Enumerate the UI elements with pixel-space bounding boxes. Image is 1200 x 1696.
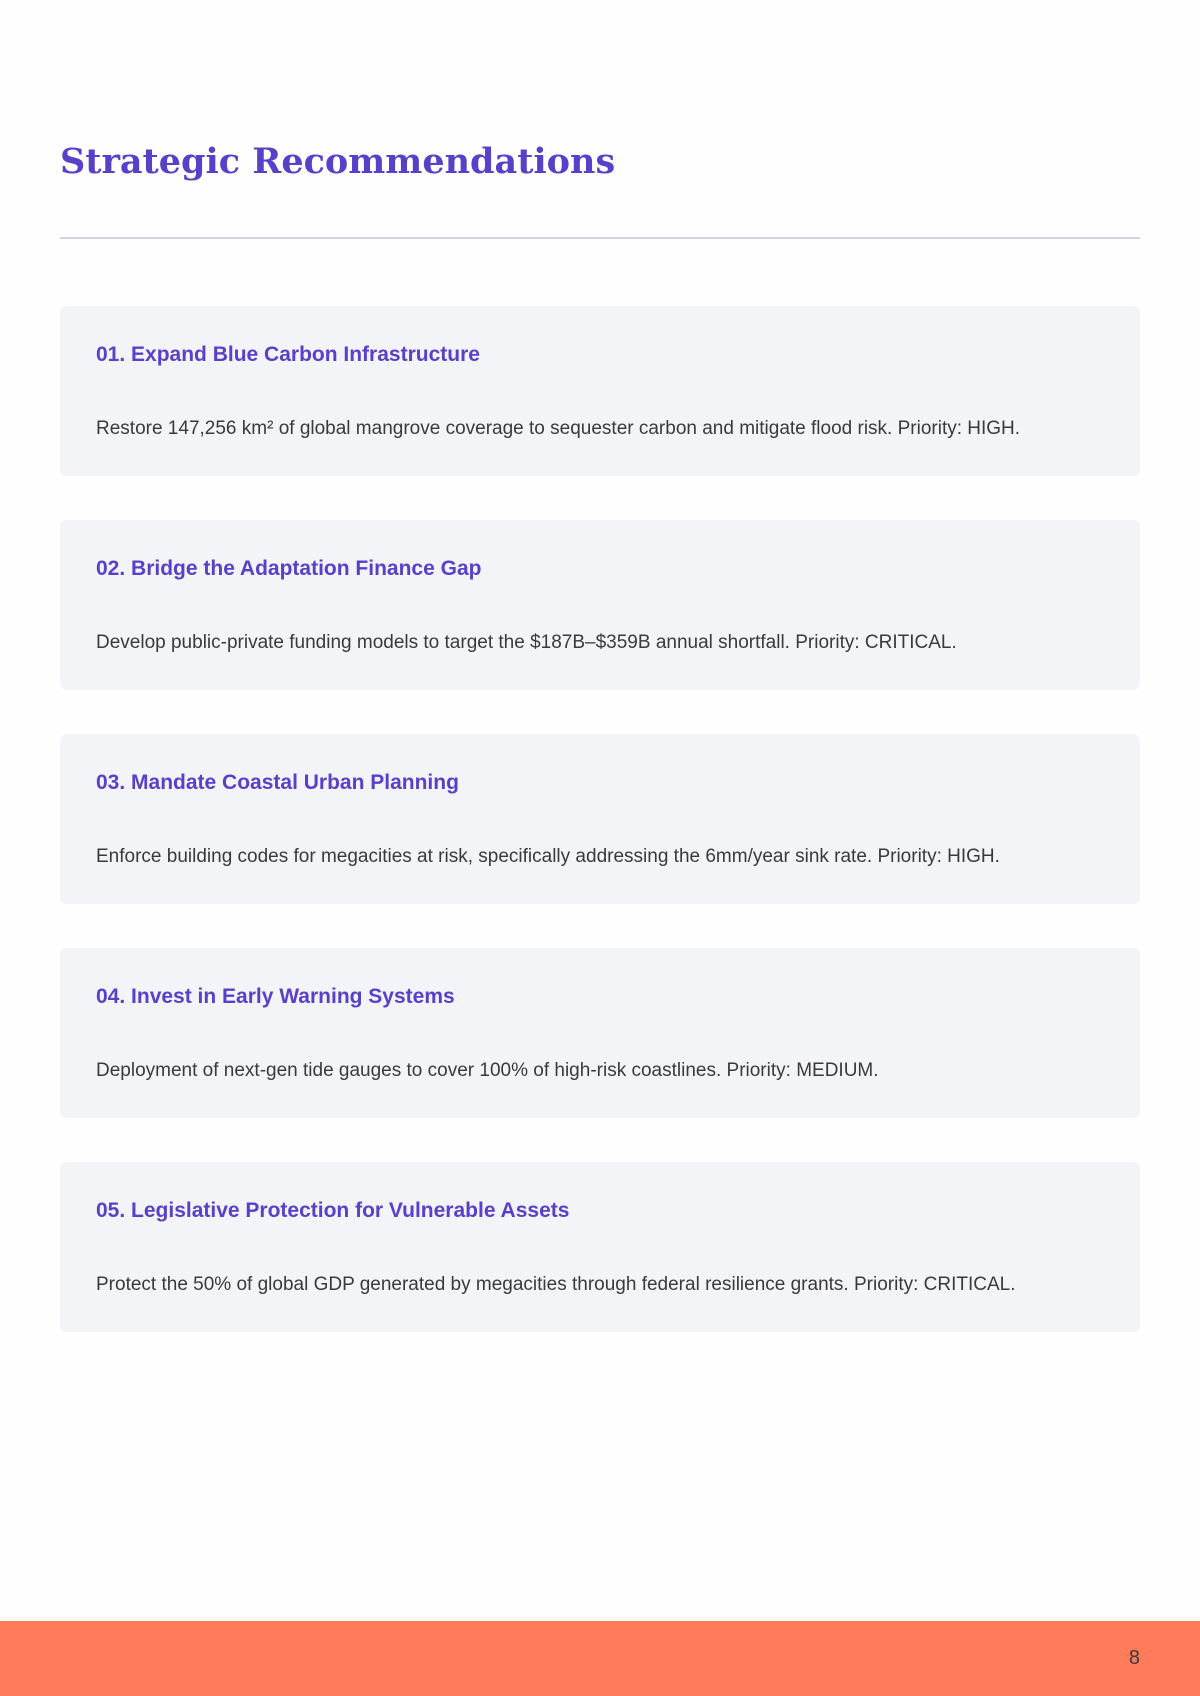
recommendation-title: 03. Mandate Coastal Urban Planning — [96, 771, 459, 794]
recommendation-description: Protect the 50% of global GDP generated by megacities through federal resilience grants. Priority: CRITICAL. — [96, 1274, 1016, 1295]
page-number: 8 — [1128, 1647, 1140, 1669]
recommendation-card — [60, 948, 1140, 1118]
recommendations-list — [60, 306, 1140, 1376]
recommendation-description: Develop public-private funding models to target the $187B–$359B annual shortfall. Priority: CRITICAL. — [96, 632, 957, 653]
recommendation-title: 05. Legislative Protection for Vulnerable Assets — [96, 1199, 570, 1222]
recommendation-card — [60, 734, 1140, 904]
recommendation-title: 04. Invest in Early Warning Systems — [96, 985, 455, 1008]
recommendation-description: Enforce building codes for megacities at risk, specifically addressing the 6mm/year sink rate. Priority: HIGH. — [96, 846, 1000, 867]
recommendation-title: 01. Expand Blue Carbon Infrastructure — [96, 343, 480, 366]
recommendation-description: Restore 147,256 km² of global mangrove coverage to sequester carbon and mitigate flood risk. Priority: HIGH. — [96, 418, 1021, 439]
recommendation-card — [60, 1162, 1140, 1332]
title-divider — [60, 237, 1140, 239]
recommendation-card — [60, 306, 1140, 476]
recommendation-description: Deployment of next-gen tide gauges to cover 100% of high-risk coastlines. Priority: MEDIUM. — [96, 1060, 879, 1081]
recommendation-card — [60, 520, 1140, 690]
recommendation-title: 02. Bridge the Adaptation Finance Gap — [96, 557, 482, 580]
footer-bar — [0, 1621, 1200, 1696]
page-title: Strategic Recommendations — [60, 141, 616, 182]
